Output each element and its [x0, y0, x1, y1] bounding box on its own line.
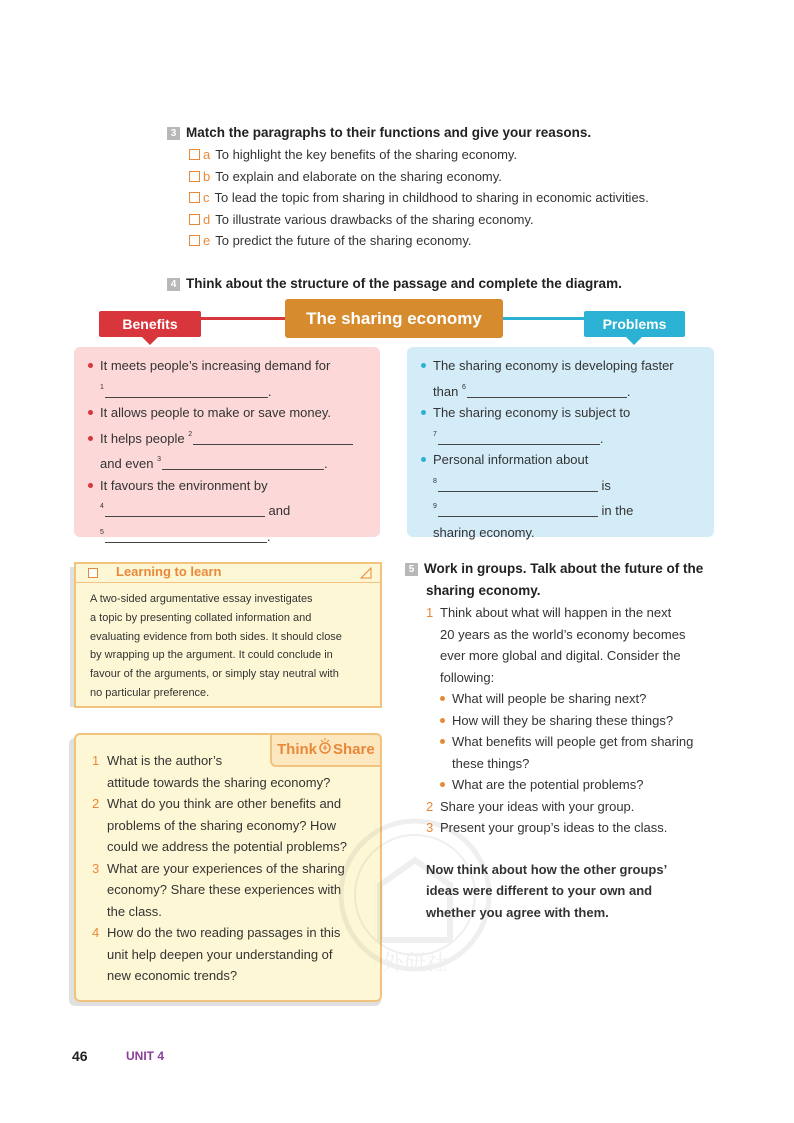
option-text: To highlight the key benefits of the sharing economy. [215, 147, 518, 162]
blank-number: 2 [188, 430, 193, 438]
benefit-text: and even [100, 456, 154, 471]
blank-number: 5 [100, 528, 104, 536]
text-line: a topic by presenting collated information and [90, 611, 312, 624]
bullet-text: What are the potential problems? [452, 777, 644, 792]
option-b[interactable] [189, 166, 727, 188]
watermark-text: 外研社 [381, 951, 449, 976]
bullet-dot [440, 718, 445, 723]
fill-line[interactable] [105, 529, 267, 543]
bullet-dot [440, 782, 445, 787]
option-text: To explain and elaborate on the sharing economy. [215, 168, 502, 184]
blank-1: $^1$ . [100, 383, 272, 399]
benefits-panel [74, 347, 380, 544]
bullet-dot [88, 410, 93, 415]
step-1 [426, 602, 725, 796]
blank-number: 7 [433, 430, 437, 438]
problems-tag: Problems [584, 311, 685, 337]
fill-line[interactable] [438, 478, 598, 492]
bullet-dot [88, 483, 93, 488]
fill-line[interactable] [193, 431, 353, 445]
benefit-text: It helps people [100, 430, 185, 446]
blank-8 [421, 471, 709, 497]
step-line: following: [440, 669, 495, 685]
bullet-dot [440, 696, 445, 701]
checkbox[interactable] [189, 192, 200, 203]
benefit-text: It allows people to make or save money. [100, 405, 331, 420]
fill-line[interactable] [438, 503, 598, 517]
question-line: the class. [107, 903, 162, 919]
option-letter: b [203, 168, 211, 184]
problem-text: in the [601, 503, 634, 518]
section-5 [405, 558, 725, 923]
problem-text: is [601, 477, 611, 493]
problems-tag-pointer [626, 337, 642, 345]
bullet-dot [421, 363, 426, 368]
checkbox[interactable] [189, 149, 200, 160]
bullet-item [440, 774, 693, 796]
page-number: 46 [72, 1048, 88, 1064]
benefit-item [88, 475, 373, 497]
bullet-item [440, 710, 693, 732]
question-line: What do you think are other benefits and [107, 796, 342, 811]
problem-item [421, 402, 709, 424]
heading-text: Think about the structure of the passage and complete the diagram. [186, 276, 622, 291]
blank-number: 9 [433, 503, 437, 510]
bullet-item [440, 688, 693, 710]
option-letter: c [203, 190, 210, 205]
blank-number: 4 [100, 503, 104, 510]
learning-title: Learning to learn [116, 564, 222, 579]
text-line: favour of the arguments, or simply stay neutral with [90, 668, 339, 681]
step-3 [426, 817, 725, 839]
bullet-text: these things? [452, 755, 530, 771]
benefit-text: It favours the environment by [100, 477, 268, 493]
closing-line: ideas were different to your own and [426, 883, 653, 898]
step-line: 20 years as the world’s economy becomes [440, 626, 686, 642]
unit-label: UNIT 4 [126, 1049, 165, 1063]
learning-header [76, 564, 380, 583]
problem-item [421, 355, 709, 377]
section-number: 3 [167, 127, 180, 140]
fill-line[interactable] [105, 503, 265, 517]
benefit-text: It meets people’s increasing demand for [100, 358, 331, 373]
step-number: 2 [426, 798, 434, 814]
question-number: 1 [92, 753, 100, 768]
step-number: 3 [426, 820, 434, 835]
connector-line-problems [500, 317, 590, 320]
question-number: 3 [92, 860, 100, 876]
benefit-item [88, 355, 373, 377]
question-line: What are your experiences of the sharing [107, 860, 345, 876]
blank-number: 6 [461, 383, 466, 391]
closing-line: whether you agree with them. [426, 904, 609, 920]
option-list [189, 144, 727, 252]
option-c[interactable] [189, 187, 727, 209]
blank-number: 1 [100, 383, 104, 391]
question-line: How do the two reading passages in this [107, 925, 341, 940]
option-text: To predict the future of the sharing economy. [215, 233, 472, 248]
text-line: by wrapping up the argument. It could conclude in [90, 649, 333, 662]
square-icon [88, 568, 98, 578]
fill-line[interactable] [467, 384, 627, 398]
problem-text: sharing economy. [433, 524, 535, 540]
step-line: Share your ideas with your group. [440, 798, 635, 814]
step-line: Present your group’s ideas to the class. [440, 820, 668, 835]
blank-7: $^7$ . [433, 430, 604, 446]
bullet-dot [421, 457, 426, 462]
question-line: new economic trends? [107, 968, 238, 983]
bullet-text: What benefits will people get from sharing [452, 734, 694, 749]
benefit-item [88, 402, 373, 424]
question-line: problems of the sharing economy? How [107, 817, 337, 833]
option-text: To lead the topic from sharing in childhood to sharing in economic activities. [214, 190, 649, 205]
option-letter: e [203, 233, 211, 248]
heading-text: Match the paragraphs to their functions and give your reasons. [186, 125, 592, 140]
question-number: 2 [92, 796, 100, 811]
question-number: 4 [92, 925, 100, 940]
question-line: attitude towards the sharing economy? [107, 774, 331, 790]
blank-9 [421, 496, 709, 522]
fill-line[interactable] [105, 384, 268, 398]
blank-number: 8 [433, 477, 437, 485]
problem-item [421, 449, 709, 471]
corner-triangle-icon [360, 567, 372, 579]
bullet-dot [440, 739, 445, 744]
closing-paragraph [405, 859, 725, 924]
step-2 [426, 796, 725, 818]
option-a[interactable] [189, 144, 727, 166]
benefits-tag-pointer [142, 337, 158, 345]
benefits-tag: Benefits [99, 311, 201, 337]
connector-line-benefits [200, 317, 290, 320]
problem-text: The sharing economy is subject to [433, 405, 631, 420]
text-line: no particular preference. [90, 686, 210, 699]
learning-to-learn-box [74, 562, 382, 708]
steps [405, 602, 725, 839]
checkbox[interactable] [189, 214, 200, 225]
blank-3: and even $^3$ . [100, 456, 328, 471]
question-line: could we address the potential problems? [107, 839, 347, 854]
conjunction: and [268, 503, 291, 518]
checkbox[interactable] [189, 235, 200, 246]
blank-5: $^5$ . [100, 528, 271, 544]
bullet-dot [88, 363, 93, 368]
step-number: 1 [426, 605, 434, 620]
section-5-heading [405, 558, 725, 602]
text-line: A two-sided argumentative essay investigates [90, 593, 313, 605]
fill-line[interactable] [162, 456, 324, 470]
option-d[interactable] [189, 209, 727, 231]
heading-text: sharing economy. [426, 583, 541, 598]
diagram-title: The sharing economy [285, 299, 503, 338]
step-line: ever more global and digital. Consider the [440, 648, 681, 663]
blank-6: than $^6$ . [433, 383, 631, 399]
section-3-heading [167, 125, 727, 140]
problems-panel [407, 347, 714, 540]
bullet-dot [88, 436, 93, 441]
problem-text: The sharing economy is developing faster [433, 358, 674, 373]
problem-text: than [433, 383, 459, 399]
learning-text [76, 583, 380, 703]
bullet-dot [421, 410, 426, 415]
question-item [92, 750, 382, 793]
fill-line[interactable] [438, 431, 600, 445]
question-line: unit help deepen your understanding of [107, 946, 333, 962]
checkbox[interactable] [189, 171, 200, 182]
badge-share: Share [333, 741, 375, 758]
section-number: 4 [167, 278, 180, 291]
heading-text: Work in groups. Talk about the future of the [424, 561, 704, 576]
bullet-item [440, 731, 693, 774]
benefit-item [88, 424, 373, 450]
problem-text: Personal information about [433, 452, 589, 467]
bullet-text: How will they be sharing these things? [452, 712, 674, 728]
section-number: 5 [405, 563, 418, 576]
text-line: evaluating evidence from both sides. It should close [90, 630, 342, 643]
option-text: To illustrate various drawbacks of the sharing economy. [215, 211, 534, 227]
question-line: What is the author’s [107, 753, 223, 768]
option-e[interactable] [189, 230, 727, 252]
option-letter: a [203, 147, 211, 162]
bullet-text: What will people be sharing next? [452, 691, 647, 706]
question-line: economy? Share these experiences with [107, 882, 342, 897]
option-letter: d [203, 211, 211, 227]
badge-think: Think [277, 741, 317, 758]
blank-4 [88, 496, 373, 522]
blank-number: 3 [157, 456, 162, 463]
section-4-heading [167, 276, 622, 291]
step-line: Think about what will happen in the next [440, 605, 672, 620]
closing-line: Now think about how the other groups’ [426, 861, 668, 877]
section-3 [167, 125, 727, 252]
